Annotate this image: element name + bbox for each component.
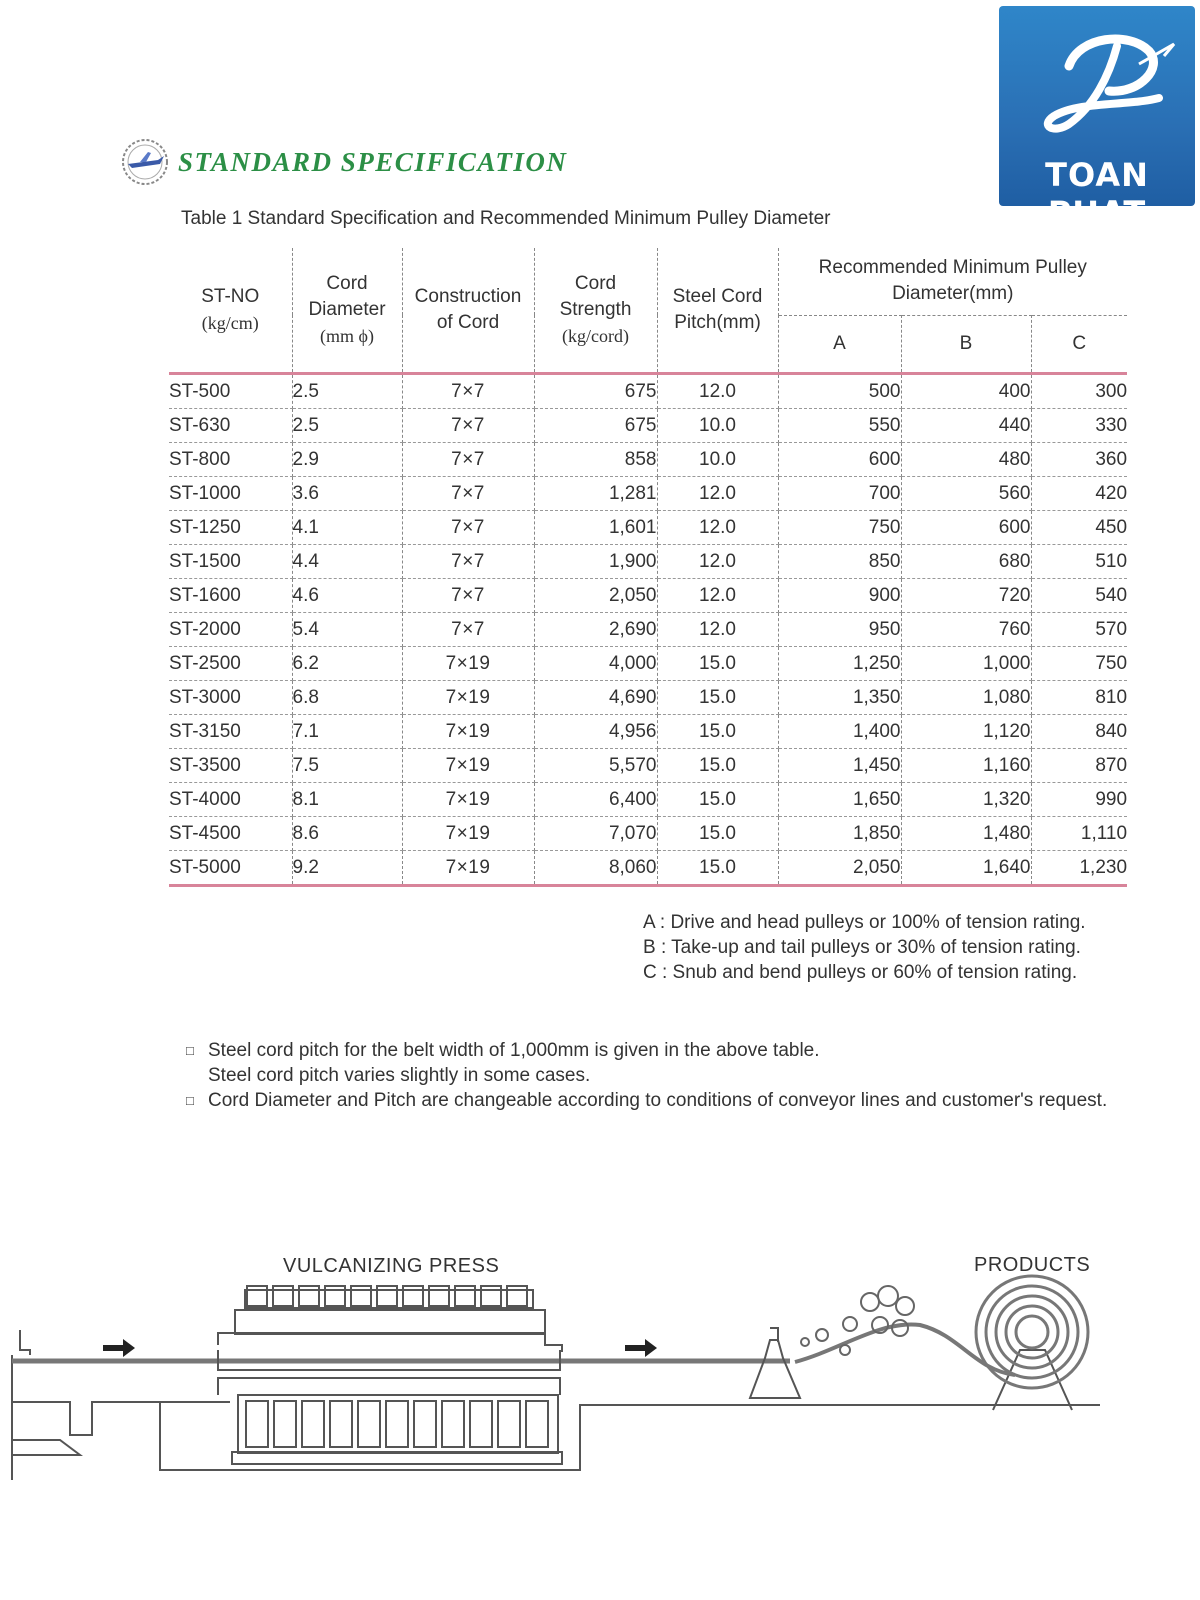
cell-pulley-b: 1,160: [901, 749, 1031, 783]
cell-pulley-c: 870: [1031, 749, 1127, 783]
press-cell: [330, 1401, 352, 1447]
cell-pulley-c: 540: [1031, 579, 1127, 613]
cell-pulley-a: 950: [778, 613, 901, 647]
cell-pulley-b: 760: [901, 613, 1031, 647]
cell-pitch: 15.0: [657, 647, 778, 681]
checkbox-bullet-icon: □: [186, 1043, 194, 1058]
specification-table: [169, 248, 1127, 887]
section-heading: [118, 136, 567, 188]
press-cell: [498, 1401, 520, 1447]
cell-cord-strength: 7,070: [534, 817, 657, 851]
press-cell: [302, 1401, 324, 1447]
notes-list: [186, 1038, 1107, 1113]
cell-pitch: 15.0: [657, 851, 778, 886]
cell-construction: 7×19: [402, 783, 534, 817]
cell-pulley-a: 900: [778, 579, 901, 613]
cell-cord-strength: 1,601: [534, 511, 657, 545]
cell-st-no: ST-1000: [169, 477, 292, 511]
cell-pulley-c: 810: [1031, 681, 1127, 715]
cell-pulley-b: 1,640: [901, 851, 1031, 886]
cell-cord-diameter: 5.4: [292, 613, 402, 647]
cell-pitch: 15.0: [657, 783, 778, 817]
cell-construction: 7×7: [402, 409, 534, 443]
cell-pulley-b: 1,000: [901, 647, 1031, 681]
note-text: Steel cord pitch for the belt width of 1,000mm is given in the above table.: [208, 1040, 820, 1061]
cell-pitch: 12.0: [657, 545, 778, 579]
cell-construction: 7×7: [402, 477, 534, 511]
header-a: A: [778, 315, 901, 373]
table-row: [169, 443, 1127, 477]
cell-cord-diameter: 2.9: [292, 443, 402, 477]
cell-construction: 7×7: [402, 579, 534, 613]
cell-pulley-a: 1,400: [778, 715, 901, 749]
cell-construction: 7×19: [402, 817, 534, 851]
vulcanizing-press-label: VULCANIZING PRESS: [283, 1255, 500, 1277]
header-st-no: ST-NO (kg/cm): [169, 248, 292, 374]
cell-construction: 7×19: [402, 749, 534, 783]
cell-pulley-c: 840: [1031, 715, 1127, 749]
cell-cord-diameter: 6.8: [292, 681, 402, 715]
cell-cord-diameter: 8.6: [292, 817, 402, 851]
arrow-right-icon: [625, 1339, 657, 1357]
page-title: STANDARD SPECIFICATION: [178, 146, 568, 177]
cell-pulley-a: 850: [778, 545, 901, 579]
legend-b: B : Take-up and tail pulleys or 30% of tension rating.: [643, 937, 1081, 958]
roller-icon: [801, 1286, 914, 1355]
cell-construction: 7×7: [402, 374, 534, 409]
cell-pulley-a: 2,050: [778, 851, 901, 886]
cell-st-no: ST-4500: [169, 817, 292, 851]
cell-pulley-b: 440: [901, 409, 1031, 443]
cell-cord-diameter: 4.4: [292, 545, 402, 579]
cell-pulley-b: 480: [901, 443, 1031, 477]
table-row: [169, 613, 1127, 647]
cell-pulley-c: 750: [1031, 647, 1127, 681]
cell-st-no: ST-5000: [169, 851, 292, 886]
press-cell: [414, 1401, 436, 1447]
cell-pitch: 15.0: [657, 681, 778, 715]
cell-st-no: ST-1600: [169, 579, 292, 613]
table-row: [169, 749, 1127, 783]
cell-st-no: ST-3150: [169, 715, 292, 749]
press-platen-bottom: [246, 1401, 548, 1447]
monogram-icon: [999, 6, 1195, 156]
table-row: [169, 477, 1127, 511]
cell-cord-strength: 858: [534, 443, 657, 477]
cell-construction: 7×7: [402, 613, 534, 647]
pulley-legend: [643, 910, 1086, 985]
cell-pulley-b: 1,120: [901, 715, 1031, 749]
cell-pulley-c: 360: [1031, 443, 1127, 477]
cell-pitch: 12.0: [657, 374, 778, 409]
cell-cord-strength: 4,690: [534, 681, 657, 715]
cell-pitch: 10.0: [657, 443, 778, 477]
cell-pulley-b: 560: [901, 477, 1031, 511]
cell-cord-strength: 675: [534, 409, 657, 443]
cell-cord-strength: 2,050: [534, 579, 657, 613]
cell-pulley-c: 330: [1031, 409, 1127, 443]
cell-st-no: ST-3000: [169, 681, 292, 715]
cell-pitch: 15.0: [657, 715, 778, 749]
cell-cord-strength: 5,570: [534, 749, 657, 783]
press-cell: [274, 1401, 296, 1447]
cell-cord-diameter: 8.1: [292, 783, 402, 817]
cell-st-no: ST-4000: [169, 783, 292, 817]
cell-pulley-c: 990: [1031, 783, 1127, 817]
cell-cord-diameter: 2.5: [292, 374, 402, 409]
table-row: [169, 817, 1127, 851]
note-item: [186, 1038, 1107, 1088]
cell-pulley-b: 680: [901, 545, 1031, 579]
note-text: Cord Diameter and Pitch are changeable according to conditions of conveyor lines and customer's request.: [208, 1090, 1108, 1111]
cell-construction: 7×19: [402, 715, 534, 749]
cell-st-no: ST-3500: [169, 749, 292, 783]
legend-c: C : Snub and bend pulleys or 60% of tension rating.: [643, 962, 1078, 983]
cell-cord-diameter: 4.1: [292, 511, 402, 545]
table-body: [169, 374, 1127, 886]
press-cell: [358, 1401, 380, 1447]
header-pulley-group: Recommended Minimum Pulley Diameter(mm): [818, 257, 1087, 305]
table-row: [169, 409, 1127, 443]
cell-cord-strength: 6,400: [534, 783, 657, 817]
checkbox-bullet-icon: □: [186, 1093, 194, 1108]
cell-cord-diameter: 9.2: [292, 851, 402, 886]
cell-cord-strength: 4,956: [534, 715, 657, 749]
toan-phat-logo: [999, 6, 1195, 232]
cell-pulley-b: 600: [901, 511, 1031, 545]
table-row: [169, 783, 1127, 817]
cell-cord-strength: 675: [534, 374, 657, 409]
cell-pulley-c: 1,110: [1031, 817, 1127, 851]
cell-cord-diameter: 3.6: [292, 477, 402, 511]
press-cell: [246, 1401, 268, 1447]
cell-pitch: 12.0: [657, 613, 778, 647]
emblem-icon: [118, 135, 172, 189]
cell-st-no: ST-2000: [169, 613, 292, 647]
cell-st-no: ST-2500: [169, 647, 292, 681]
cell-pulley-a: 750: [778, 511, 901, 545]
cell-pulley-a: 500: [778, 374, 901, 409]
table-row: [169, 851, 1127, 886]
header-pitch: Steel Cord Pitch(mm): [657, 248, 778, 374]
press-cell: [442, 1401, 464, 1447]
table-row: [169, 579, 1127, 613]
header-b: B: [901, 315, 1031, 373]
cell-pulley-a: 600: [778, 443, 901, 477]
table-row: [169, 374, 1127, 409]
press-cell: [386, 1401, 408, 1447]
header-cord-strength: Cord Strength (kg/cord): [534, 248, 657, 374]
belt-roll-icon: [976, 1276, 1088, 1388]
header-construction: Construction of Cord: [402, 248, 534, 374]
cell-st-no: ST-800: [169, 443, 292, 477]
cell-pulley-c: 450: [1031, 511, 1127, 545]
cell-cord-strength: 8,060: [534, 851, 657, 886]
press-cell: [470, 1401, 492, 1447]
table-row: [169, 681, 1127, 715]
cell-cord-strength: 2,690: [534, 613, 657, 647]
cell-pitch: 15.0: [657, 749, 778, 783]
cell-pitch: 12.0: [657, 579, 778, 613]
cell-cord-diameter: 2.5: [292, 409, 402, 443]
cell-construction: 7×19: [402, 647, 534, 681]
table-row: [169, 511, 1127, 545]
cell-cord-strength: 4,000: [534, 647, 657, 681]
header-c: C: [1031, 315, 1127, 373]
cell-cord-diameter: 4.6: [292, 579, 402, 613]
cell-construction: 7×7: [402, 443, 534, 477]
products-label: PRODUCTS: [974, 1254, 1091, 1276]
cell-st-no: ST-1250: [169, 511, 292, 545]
cell-construction: 7×19: [402, 681, 534, 715]
header-cord-diameter: Cord Diameter (mm ϕ): [292, 248, 402, 374]
cell-pulley-a: 1,250: [778, 647, 901, 681]
cell-pitch: 12.0: [657, 511, 778, 545]
cell-pulley-a: 700: [778, 477, 901, 511]
cell-cord-strength: 1,900: [534, 545, 657, 579]
cell-pulley-c: 420: [1031, 477, 1127, 511]
cell-pulley-c: 1,230: [1031, 851, 1127, 886]
cell-pulley-b: 1,320: [901, 783, 1031, 817]
cell-pulley-a: 1,350: [778, 681, 901, 715]
note-item: [186, 1088, 1107, 1113]
cell-pulley-c: 300: [1031, 374, 1127, 409]
press-cell: [526, 1401, 548, 1447]
cell-cord-diameter: 7.1: [292, 715, 402, 749]
cell-pulley-a: 1,450: [778, 749, 901, 783]
cell-pulley-a: 550: [778, 409, 901, 443]
cell-pulley-b: 400: [901, 374, 1031, 409]
cell-pitch: 12.0: [657, 477, 778, 511]
cell-construction: 7×7: [402, 511, 534, 545]
cell-pitch: 10.0: [657, 409, 778, 443]
process-diagram: [0, 1235, 1200, 1495]
cell-construction: 7×7: [402, 545, 534, 579]
cell-cord-diameter: 7.5: [292, 749, 402, 783]
cell-pulley-a: 1,650: [778, 783, 901, 817]
table-row: [169, 715, 1127, 749]
table-row: [169, 545, 1127, 579]
legend-a: A : Drive and head pulleys or 100% of tension rating.: [643, 912, 1086, 933]
cell-cord-diameter: 6.2: [292, 647, 402, 681]
cell-pulley-c: 570: [1031, 613, 1127, 647]
cell-pulley-a: 1,850: [778, 817, 901, 851]
cell-pulley-b: 1,480: [901, 817, 1031, 851]
note-text: Steel cord pitch varies slightly in some cases.: [208, 1065, 591, 1086]
cell-cord-strength: 1,281: [534, 477, 657, 511]
cell-st-no: ST-630: [169, 409, 292, 443]
cell-pitch: 15.0: [657, 817, 778, 851]
cell-pulley-c: 510: [1031, 545, 1127, 579]
table-caption: Table 1 Standard Specification and Recommended Minimum Pulley Diameter: [181, 208, 831, 229]
cell-pulley-b: 1,080: [901, 681, 1031, 715]
cell-pulley-b: 720: [901, 579, 1031, 613]
table-row: [169, 647, 1127, 681]
cell-construction: 7×19: [402, 851, 534, 886]
logo-text: TOAN PHAT: [1045, 156, 1149, 232]
cell-st-no: ST-1500: [169, 545, 292, 579]
arrow-right-icon: [103, 1339, 135, 1357]
cell-st-no: ST-500: [169, 374, 292, 409]
